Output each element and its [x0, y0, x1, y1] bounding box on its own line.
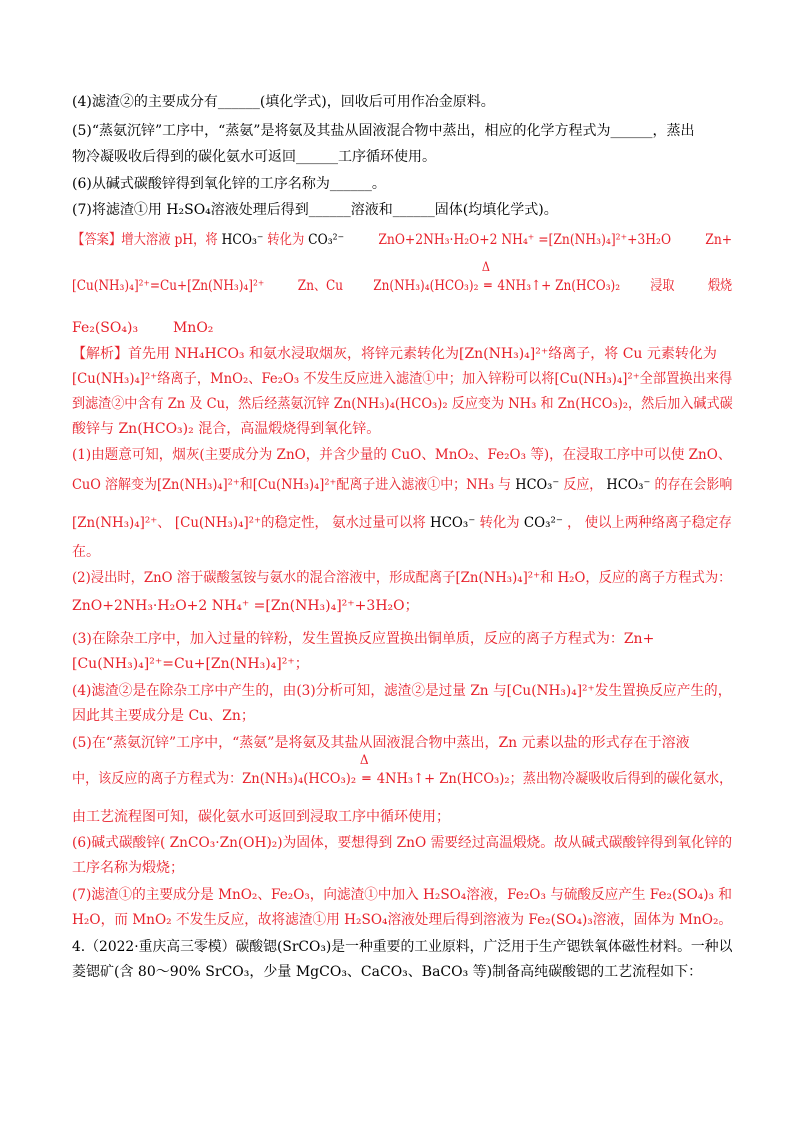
- analysis-6-line1: (6)碱式碳酸锌( ZnCO₃·Zn(OH)₂)为固体，要想得到 ZnO 需要经过高温煅烧。故从碱式碳酸锌得到氧化锌的: [72, 835, 733, 851]
- analysis-3-line1: (3)在除杂工序中，加入过量的锌粉，发生置换反应置换出铜单质，反应的离子方程式为：Zn+: [72, 631, 655, 647]
- heat-equals-sign: Δ ═: [359, 753, 371, 787]
- analysis-3-line2: [Cu(NH₃)₄]²⁺=Cu+[Zn(NH₃)₄]²⁺；: [72, 656, 309, 672]
- analysis-7-line2: H₂O，而 MnO₂ 不发生反应，故将滤渣①用 H₂SO₄溶液处理后得到溶液为 Fe₂(SO₄)₃溶液，固体为 MnO₂。: [72, 912, 733, 928]
- analysis-7-line1: (7)滤渣①的主要成分是 MnO₂、Fe₂O₃，向滤渣①中加入 H₂SO₄溶液，Fe₂O₃ 与硫酸反应产生 Fe₂(SO₄)₃ 和: [72, 887, 732, 903]
- analysis-5-line2: 中，该反应的离子方程式为：Zn(NH₃)₄(HCO₃)₂ Δ ═ 4NH₃↑+ Zn(HCO₃)₂；蒸出物冷凝吸收后得到的碳化氨水，: [72, 753, 733, 787]
- heat-equals-sign: Δ ═: [481, 260, 492, 294]
- answer-label: 【答案】: [72, 232, 122, 248]
- analysis-intro-line3: 到滤渣②中含有 Zn 及 Cu，然后经蒸氨沉锌 Zn(NH₃)₄(HCO₃)₂ 反应变为 NH₃ 和 Zn(HCO₃)₂，然后加入碱式碳: [72, 396, 733, 412]
- answer-filter-residue: Zn、Cu: [297, 278, 344, 294]
- analysis-6-line2: 工序名称为煅烧；: [72, 860, 184, 876]
- analysis-4-line2: 因此其主要成分是 Cu、Zn；: [72, 708, 255, 724]
- answer-equation-3: [Cu(NH₃)₄]²⁺=Cu+[Zn(NH₃)₄]²⁺: [72, 278, 265, 294]
- question-5-line1: (5)“蒸氨沉锌”工序中，“蒸氨”是将氨及其盐从固液混合物中蒸出，相应的化学方程式为______，蒸出: [72, 123, 695, 139]
- answer-equation-2: ZnO+2NH₃·H₂O+2 NH₄⁺ =[Zn(NH₃)₄]²⁺+3H₂O: [378, 232, 672, 248]
- analysis-label: 【解析】: [72, 346, 128, 362]
- answer-process-leach: 浸取: [650, 278, 675, 294]
- analysis-5-line1: (5)在“蒸氨沉锌”工序中，“蒸氨”是将氨及其盐从固液混合物中蒸出，Zn 元素以盐的形式存在于溶液: [72, 735, 690, 751]
- analysis-1-line3: [Zn(NH₃)₄]²⁺、 [Cu(NH₃)₄]²⁺的稳定性， 氨水过量可以将 HCO₃⁻ 转化为 CO₃²⁻ ， 使以上两种络离子稳定存: [72, 515, 732, 531]
- question-4-next-line2: 菱锶矿(含 80～90% SrCO₃，少量 MgCO₃、CaCO₃、BaCO₃ 等)制备高纯碳酸锶的工艺流程如下：: [72, 964, 703, 980]
- analysis-5-line3: 由工艺流程图可知，碳化氨水可返回到浸取工序中循环使用；: [72, 809, 450, 825]
- analysis-2-line2: ZnO+2NH₃·H₂O+2 NH₄⁺ =[Zn(NH₃)₄]²⁺+3H₂O；: [72, 598, 419, 614]
- analysis-1-line1: (1)由题意可知，烟灰(主要成分为 ZnO，并含少量的 CuO、MnO₂、Fe₂O₃ 等)，在浸取工序中可以使 ZnO、: [72, 447, 732, 463]
- analysis-intro-line2: [Cu(NH₃)₄]²⁺络离子，MnO₂、Fe₂O₃ 不发生反应进入滤渣①中；加入锌粉可以将[Cu(NH₃)₄]²⁺全部置换出来得: [72, 371, 733, 387]
- question-7: (7)将滤渣①用 H₂SO₄溶液处理后得到______溶液和______固体(均填化学式)。: [72, 202, 558, 218]
- answer-line-3: [72, 318, 213, 338]
- question-6: (6)从碱式碳酸锌得到氧化锌的工序名称为______。: [72, 176, 386, 192]
- analysis-1-line2: CuO 溶解变为[Zn(NH₃)₄]²⁺和[Cu(NH₃)₄]²⁺配离子进入滤液①中；NH₃ 与 HCO₃⁻ 反应， HCO₃⁻ 的存在会影响: [72, 477, 733, 493]
- answer-line-2: [Cu(NH₃)₄]²⁺=Cu+[Zn(NH₃)₄]²⁺ Zn、Cu Zn(NH₃)₄(HCO₃)₂ Δ ═ 4NH₃↑+ Zn(HCO₃)₂ 浸取 煅烧: [72, 260, 733, 294]
- ion-carbonate: CO₃²⁻: [308, 232, 345, 248]
- question-5-line2: 物冷凝吸收后得到的碳化氨水可返回______工序循环使用。: [72, 149, 436, 165]
- analysis-1-line4: 在。: [72, 544, 100, 560]
- question-4-next-line1: 4.（2022·重庆高三零模）碳酸锶(SrCO₃)是一种重要的工业原料，广泛用于生产锶铁氧体磁性材料。一种以: [72, 939, 733, 955]
- analysis-4-line1: (4)滤渣②是在除杂工序中产生的，由(3)分析可知，滤渣②是过量 Zn 与[Cu(NH₃)₄]²⁺发生置换反应产生的，: [72, 683, 732, 699]
- answer-solid: MnO₂: [172, 320, 214, 336]
- question-4: (4)滤渣②的主要成分有______(填化学式)，回收后可用作冶金原料。: [72, 94, 495, 110]
- answer-solution: Fe₂(SO₄)₃: [72, 320, 139, 336]
- ion-bicarbonate: HCO₃⁻: [221, 232, 264, 248]
- analysis-intro-line4: 酸锌与 Zn(HCO₃)₂ 混合，高温煅烧得到氧化锌。: [72, 421, 381, 437]
- answer-process-calcine: 煅烧: [707, 278, 733, 294]
- analysis-intro-line1: 【解析】首先用 NH₄HCO₃ 和氨水浸取烟灰，将锌元素转化为[Zn(NH₃)₄]²⁺络离子，将 Cu 元素转化为: [72, 346, 717, 362]
- analysis-2-line1: (2)浸出时，ZnO 溶于碳酸氢铵与氨水的混合溶液中，形成配离子[Zn(NH₃)₄]²⁺和 H₂O，反应的离子方程式为：: [72, 570, 732, 586]
- answer-line-1: 【答案】增大溶液 pH，将 HCO₃⁻ 转化为 CO₃²⁻ ZnO+2NH₃·H₂O+2 NH₄⁺ =[Zn(NH₃)₄]²⁺+3H₂O Zn+: [72, 232, 733, 248]
